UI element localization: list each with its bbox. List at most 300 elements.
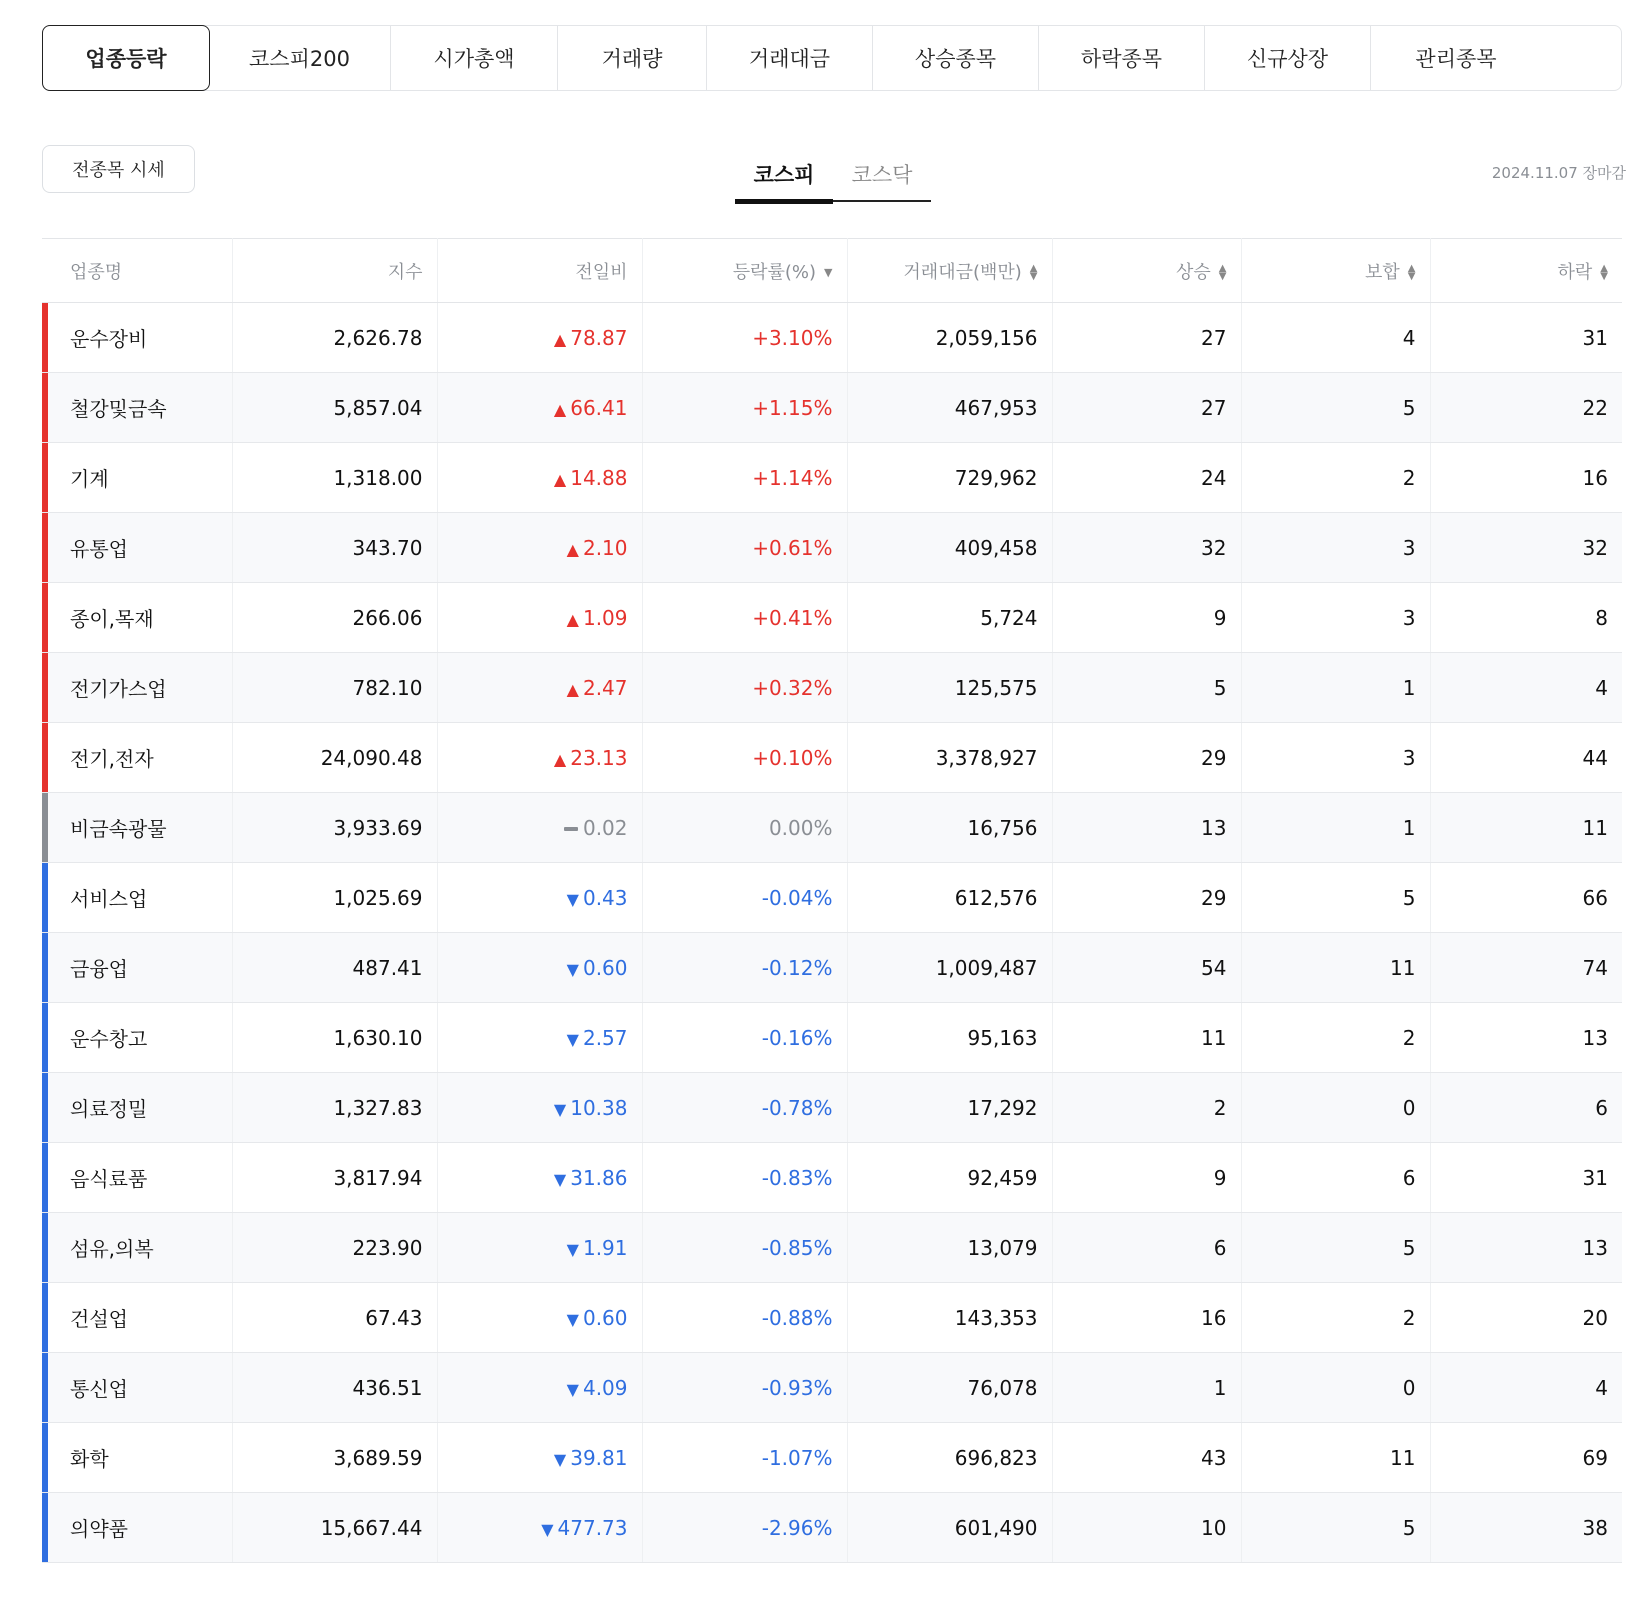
- change-cell: [437, 583, 642, 653]
- unchanged-count-cell-value: 3: [1402, 745, 1416, 770]
- rising-count-cell: [1052, 1353, 1241, 1423]
- sector-name-cell[interactable]: [42, 303, 232, 373]
- unchanged-count-cell-value: 3: [1402, 605, 1416, 630]
- index-cell-value: 782.10: [352, 675, 423, 700]
- unchanged-count-cell-value: 11: [1390, 955, 1416, 980]
- table-row[interactable]: [42, 1143, 1622, 1213]
- change-value: 31.86: [570, 1165, 628, 1190]
- table-row[interactable]: [42, 513, 1622, 583]
- header-change: [437, 239, 642, 303]
- tab-new-listings[interactable]: 신규상장: [1205, 26, 1371, 90]
- change-cell: [437, 723, 642, 793]
- index-cell-value: 3,817.94: [333, 1165, 423, 1190]
- rising-count-cell-value: 10: [1201, 1515, 1227, 1540]
- table-row[interactable]: [42, 723, 1622, 793]
- index-cell-value: 487.41: [352, 955, 423, 980]
- direction-indicator-bar: [42, 723, 48, 792]
- unchanged-count-cell-value: 2: [1402, 465, 1416, 490]
- tab-managed-stocks[interactable]: 관리종목: [1415, 47, 1497, 71]
- falling-count-cell: [1430, 793, 1622, 863]
- rising-count-cell: [1052, 373, 1241, 443]
- falling-count-cell-value: 69: [1582, 1445, 1608, 1470]
- header-change-rate[interactable]: [642, 239, 847, 303]
- unchanged-count-cell: [1241, 863, 1430, 933]
- change-value: 0.60: [582, 955, 628, 980]
- index-cell: [232, 583, 437, 653]
- change-cell: [437, 863, 642, 933]
- triangle-down-icon: ▼: [566, 1239, 579, 1259]
- unchanged-count-cell: [1241, 583, 1430, 653]
- rising-count-cell: [1052, 793, 1241, 863]
- change-rate-cell-value: -0.88%: [761, 1305, 833, 1330]
- header-label: 거래대금(백만): [903, 261, 1022, 283]
- direction-indicator-bar: [42, 1073, 48, 1142]
- direction-indicator-bar: [42, 653, 48, 722]
- unchanged-count-cell-value: 2: [1402, 1025, 1416, 1050]
- rising-count-cell-value: 2: [1213, 1095, 1227, 1120]
- unchanged-count-cell-value: 5: [1402, 1235, 1416, 1260]
- tab-kospi[interactable]: 코스피: [735, 148, 833, 200]
- trading-value-cell: [847, 1073, 1052, 1143]
- sector-name-cell[interactable]: [42, 583, 232, 653]
- header-label: 상승: [1176, 261, 1211, 283]
- trading-value-cell-value: 612,576: [954, 885, 1038, 910]
- table-row[interactable]: [42, 443, 1622, 513]
- rising-count-cell: [1052, 933, 1241, 1003]
- unchanged-count-cell-value: 1: [1402, 815, 1416, 840]
- sector-name-cell[interactable]: [42, 793, 232, 863]
- unchanged-count-cell: [1241, 513, 1430, 583]
- change-rate-cell: [642, 1143, 847, 1213]
- tab-kosdaq[interactable]: 코스닥: [851, 163, 913, 187]
- table-row[interactable]: [42, 933, 1622, 1003]
- falling-count-cell: [1430, 513, 1622, 583]
- direction-indicator-bar: [42, 933, 48, 1002]
- sector-name-cell[interactable]: [42, 1423, 232, 1493]
- trading-value-cell: [847, 443, 1052, 513]
- change-cell: [437, 513, 642, 583]
- trading-value-cell: [847, 1003, 1052, 1073]
- sector-name[interactable]: 전기가스업: [70, 677, 167, 701]
- unchanged-count-cell: [1241, 1073, 1430, 1143]
- direction-indicator-bar: [42, 1353, 48, 1422]
- falling-count-cell-value: 11: [1582, 815, 1608, 840]
- change-value: 14.88: [570, 465, 628, 490]
- sort-icon[interactable]: ▲ ▼: [1407, 262, 1416, 282]
- change-rate-cell-value: -2.96%: [761, 1515, 833, 1540]
- tab-trading-value[interactable]: 거래대금: [707, 26, 873, 90]
- unchanged-count-cell: [1241, 933, 1430, 1003]
- unchanged-count-cell-value: 0: [1402, 1095, 1416, 1120]
- change-rate-cell: [642, 513, 847, 583]
- triangle-up-icon: ▲: [553, 329, 567, 349]
- trading-value-cell-value: 2,059,156: [935, 325, 1038, 350]
- falling-count-cell: [1430, 373, 1622, 443]
- falling-count-cell-value: 4: [1595, 675, 1608, 700]
- index-cell-value: 436.51: [352, 1375, 423, 1400]
- table-row[interactable]: [42, 863, 1622, 933]
- table-row[interactable]: [42, 1493, 1622, 1563]
- change-rate-cell-value: -0.04%: [761, 885, 833, 910]
- index-cell-value: 3,689.59: [333, 1445, 423, 1470]
- sector-name-cell[interactable]: [42, 443, 232, 513]
- unchanged-count-cell-value: 5: [1402, 885, 1416, 910]
- sort-desc-icon[interactable]: ▼: [824, 266, 833, 279]
- change-rate-cell: [642, 373, 847, 443]
- all-stocks-button[interactable]: 전종목 시세: [42, 145, 195, 193]
- triangle-down-icon: ▼: [566, 959, 579, 979]
- index-cell: [232, 723, 437, 793]
- trading-value-cell: [847, 1353, 1052, 1423]
- falling-count-cell-value: 13: [1582, 1025, 1608, 1050]
- change-cell: [437, 303, 642, 373]
- change-value: 0.02: [582, 815, 628, 840]
- index-cell: [232, 1493, 437, 1563]
- sector-name-cell[interactable]: [42, 1003, 232, 1073]
- unchanged-count-cell-value: 3: [1402, 535, 1416, 560]
- sector-name[interactable]: 금융업: [70, 957, 128, 981]
- falling-count-cell-value: 22: [1582, 395, 1608, 420]
- trading-value-cell-value: 95,163: [967, 1025, 1038, 1050]
- trading-value-cell: [847, 653, 1052, 723]
- rising-count-cell-value: 54: [1201, 955, 1227, 980]
- sector-name-cell[interactable]: [42, 1283, 232, 1353]
- change-cell: [437, 443, 642, 513]
- rising-count-cell-value: 27: [1201, 325, 1227, 350]
- trading-value-cell: [847, 1283, 1052, 1353]
- falling-count-cell: [1430, 653, 1622, 723]
- rising-count-cell: [1052, 863, 1241, 933]
- falling-count-cell: [1430, 1143, 1622, 1213]
- rising-count-cell-value: 11: [1201, 1025, 1227, 1050]
- direction-indicator-bar: [42, 583, 48, 652]
- rising-count-cell: [1052, 723, 1241, 793]
- header-unchanged[interactable]: [1241, 239, 1430, 303]
- change-rate-cell: [642, 1073, 847, 1143]
- sector-name[interactable]: 의료정밀: [70, 1097, 148, 1121]
- change-rate-cell: [642, 1353, 847, 1423]
- index-cell-value: 223.90: [352, 1235, 423, 1260]
- sector-name-cell[interactable]: [42, 863, 232, 933]
- change-cell: [437, 1283, 642, 1353]
- rising-count-cell: [1052, 1073, 1241, 1143]
- category-tabs: [42, 25, 1622, 91]
- falling-count-cell-value: 8: [1595, 605, 1608, 630]
- triangle-up-icon: ▲: [553, 749, 567, 769]
- change-value: 0.60: [582, 1305, 628, 1330]
- unchanged-count-cell-value: 5: [1402, 395, 1416, 420]
- trading-value-cell-value: 5,724: [980, 605, 1038, 630]
- sector-name[interactable]: 기계: [70, 467, 109, 491]
- table-row[interactable]: [42, 303, 1622, 373]
- table-row[interactable]: [42, 373, 1622, 443]
- trading-value-cell-value: 125,575: [954, 675, 1038, 700]
- index-cell: [232, 1353, 437, 1423]
- tab-rising-stocks[interactable]: 상승종목: [873, 26, 1039, 90]
- change-value: 23.13: [570, 745, 628, 770]
- sector-name[interactable]: 섬유,의복: [70, 1237, 154, 1261]
- change-cell: [437, 1213, 642, 1283]
- trading-value-cell-value: 601,490: [954, 1515, 1038, 1540]
- sector-name-cell[interactable]: [42, 1143, 232, 1213]
- market-close-date: 2024.11.07 장마감: [1491, 164, 1626, 182]
- sector-table: [42, 238, 1622, 1563]
- change-rate-cell-value: -0.93%: [761, 1375, 833, 1400]
- change-rate-cell-value: +1.15%: [752, 395, 833, 420]
- table-row[interactable]: [42, 1423, 1622, 1493]
- trading-value-cell: [847, 933, 1052, 1003]
- index-cell: [232, 1003, 437, 1073]
- unchanged-icon: [564, 827, 578, 831]
- rising-count-cell-value: 9: [1213, 605, 1227, 630]
- change-value: 78.87: [570, 325, 628, 350]
- trading-value-cell-value: 729,962: [954, 465, 1038, 490]
- rising-count-cell: [1052, 1423, 1241, 1493]
- change-rate-cell-value: -1.07%: [761, 1445, 833, 1470]
- trading-value-cell: [847, 513, 1052, 583]
- direction-indicator-bar: [42, 513, 48, 582]
- falling-count-cell: [1430, 443, 1622, 513]
- rising-count-cell-value: 24: [1201, 465, 1227, 490]
- header-sector-name: [42, 239, 232, 303]
- change-rate-cell: [642, 653, 847, 723]
- rising-count-cell-value: 13: [1201, 815, 1227, 840]
- sector-name[interactable]: 화학: [70, 1447, 109, 1471]
- falling-count-cell-value: 16: [1582, 465, 1608, 490]
- index-cell-value: 1,025.69: [333, 885, 423, 910]
- index-cell-value: 24,090.48: [320, 745, 423, 770]
- sector-name[interactable]: 통신업: [70, 1377, 128, 1401]
- direction-indicator-bar: [42, 443, 48, 512]
- change-cell: [437, 1423, 642, 1493]
- index-cell-value: 266.06: [352, 605, 423, 630]
- header-trading-value[interactable]: [847, 239, 1052, 303]
- header-label: 전일비: [575, 261, 628, 283]
- sector-name[interactable]: 서비스업: [70, 887, 148, 911]
- falling-count-cell-value: 20: [1582, 1305, 1608, 1330]
- unchanged-count-cell: [1241, 303, 1430, 373]
- sector-name-cell[interactable]: [42, 723, 232, 793]
- index-cell: [232, 933, 437, 1003]
- change-value: 2.47: [582, 675, 628, 700]
- sector-name[interactable]: 전기,전자: [70, 747, 154, 771]
- sector-name-cell[interactable]: [42, 1213, 232, 1283]
- change-rate-cell: [642, 443, 847, 513]
- sector-name[interactable]: 종이,목재: [70, 607, 154, 631]
- unchanged-count-cell: [1241, 653, 1430, 723]
- change-value: 4.09: [582, 1375, 628, 1400]
- rising-count-cell: [1052, 1213, 1241, 1283]
- rising-count-cell-value: 27: [1201, 395, 1227, 420]
- falling-count-cell-value: 66: [1582, 885, 1608, 910]
- direction-indicator-bar: [42, 1143, 48, 1212]
- falling-count-cell-value: 74: [1582, 955, 1608, 980]
- sector-name-cell[interactable]: [42, 373, 232, 443]
- rising-count-cell: [1052, 583, 1241, 653]
- change-rate-cell: [642, 1423, 847, 1493]
- header-label: 업종명: [70, 261, 123, 283]
- change-rate-cell-value: 0.00%: [768, 815, 833, 840]
- table-row[interactable]: [42, 1073, 1622, 1143]
- index-cell-value: 1,630.10: [333, 1025, 423, 1050]
- trading-value-cell-value: 143,353: [954, 1305, 1038, 1330]
- change-cell: [437, 1143, 642, 1213]
- table-row[interactable]: [42, 1283, 1622, 1353]
- direction-indicator-bar: [42, 1423, 48, 1492]
- change-value: 66.41: [570, 395, 628, 420]
- unchanged-count-cell: [1241, 373, 1430, 443]
- change-rate-cell-value: +0.32%: [752, 675, 833, 700]
- index-cell-value: 5,857.04: [333, 395, 423, 420]
- change-rate-cell-value: +0.61%: [752, 535, 833, 560]
- falling-count-cell: [1430, 1493, 1622, 1563]
- sector-name[interactable]: 비금속광물: [70, 817, 167, 841]
- trading-value-cell: [847, 303, 1052, 373]
- header-falling[interactable]: [1430, 239, 1622, 303]
- unchanged-count-cell-value: 6: [1402, 1165, 1416, 1190]
- sector-name-cell[interactable]: [42, 513, 232, 583]
- table-row[interactable]: [42, 1003, 1622, 1073]
- sector-name-cell[interactable]: [42, 1353, 232, 1423]
- unchanged-count-cell: [1241, 1283, 1430, 1353]
- change-cell: [437, 653, 642, 723]
- rising-count-cell: [1052, 443, 1241, 513]
- tab-falling-stocks[interactable]: 하락종목: [1039, 26, 1205, 90]
- rising-count-cell: [1052, 513, 1241, 583]
- triangle-down-icon: ▼: [553, 1169, 567, 1189]
- rising-count-cell-value: 16: [1201, 1305, 1227, 1330]
- table-row[interactable]: [42, 653, 1622, 723]
- index-cell: [232, 513, 437, 583]
- sector-name[interactable]: 운수창고: [70, 1027, 148, 1051]
- change-value: 10.38: [570, 1095, 628, 1120]
- change-rate-cell: [642, 583, 847, 653]
- change-rate-cell: [642, 933, 847, 1003]
- unchanged-count-cell-value: 4: [1402, 325, 1416, 350]
- rising-count-cell-value: 5: [1213, 675, 1227, 700]
- index-cell-value: 2,626.78: [333, 325, 423, 350]
- tab-sector-change[interactable]: 업종등락: [42, 25, 210, 91]
- sector-name[interactable]: 건설업: [70, 1307, 128, 1331]
- triangle-down-icon: ▼: [566, 1379, 579, 1399]
- tab-volume[interactable]: 거래량: [558, 26, 707, 90]
- rising-count-cell-value: 9: [1213, 1165, 1227, 1190]
- falling-count-cell-value: 31: [1582, 325, 1608, 350]
- unchanged-count-cell-value: 1: [1402, 675, 1416, 700]
- index-cell: [232, 303, 437, 373]
- trading-value-cell: [847, 583, 1052, 653]
- change-rate-cell: [642, 1493, 847, 1563]
- index-cell-value: 1,327.83: [333, 1095, 423, 1120]
- trading-value-cell: [847, 1493, 1052, 1563]
- trading-value-cell-value: 467,953: [954, 395, 1038, 420]
- falling-count-cell-value: 6: [1595, 1095, 1608, 1120]
- sector-name-cell[interactable]: [42, 653, 232, 723]
- header-label: 하락: [1557, 261, 1593, 283]
- triangle-up-icon: ▲: [566, 609, 579, 629]
- table-row[interactable]: [42, 793, 1622, 863]
- falling-count-cell: [1430, 863, 1622, 933]
- change-value: 2.57: [582, 1025, 628, 1050]
- rising-count-cell-value: 32: [1201, 535, 1227, 560]
- sort-icon[interactable]: ▲ ▼: [1029, 262, 1038, 282]
- index-cell: [232, 653, 437, 723]
- sort-icon[interactable]: ▲ ▼: [1218, 262, 1227, 282]
- change-rate-cell-value: +3.10%: [752, 325, 833, 350]
- falling-count-cell-value: 31: [1582, 1165, 1608, 1190]
- change-rate-cell: [642, 1283, 847, 1353]
- market-tabs: [735, 148, 931, 202]
- falling-count-cell: [1430, 303, 1622, 373]
- sector-name[interactable]: 운수장비: [70, 327, 148, 351]
- rising-count-cell: [1052, 1283, 1241, 1353]
- falling-count-cell-value: 38: [1582, 1515, 1608, 1540]
- change-rate-cell-value: +0.41%: [752, 605, 833, 630]
- change-rate-cell-value: -0.16%: [761, 1025, 833, 1050]
- header-label: 등락률(%): [732, 261, 817, 283]
- trading-value-cell: [847, 863, 1052, 933]
- change-rate-cell: [642, 863, 847, 933]
- table-row[interactable]: [42, 1353, 1622, 1423]
- sector-name-cell[interactable]: [42, 1073, 232, 1143]
- trading-value-cell: [847, 723, 1052, 793]
- change-cell: [437, 1353, 642, 1423]
- trading-value-cell: [847, 373, 1052, 443]
- direction-indicator-bar: [42, 1493, 48, 1562]
- sort-icon[interactable]: ▲ ▼: [1600, 262, 1608, 282]
- trading-value-cell-value: 3,378,927: [935, 745, 1038, 770]
- table-row[interactable]: [42, 1213, 1622, 1283]
- sector-name[interactable]: 음식료품: [70, 1167, 148, 1191]
- index-cell: [232, 793, 437, 863]
- change-value: 1.91: [582, 1235, 628, 1260]
- index-cell-value: 3,933.69: [333, 815, 423, 840]
- falling-count-cell-value: 13: [1582, 1235, 1608, 1260]
- index-cell: [232, 863, 437, 933]
- sector-name-cell[interactable]: [42, 1493, 232, 1563]
- sector-name-cell[interactable]: [42, 933, 232, 1003]
- change-value: 477.73: [557, 1515, 628, 1540]
- falling-count-cell-value: 32: [1582, 535, 1608, 560]
- sector-name[interactable]: 의약품: [70, 1517, 128, 1541]
- direction-indicator-bar: [42, 303, 48, 372]
- trading-value-cell-value: 92,459: [967, 1165, 1038, 1190]
- tab-kospi200[interactable]: 코스피200: [209, 26, 391, 90]
- falling-count-cell: [1430, 1283, 1622, 1353]
- sector-name[interactable]: 철강및금속: [70, 397, 167, 421]
- index-cell: [232, 373, 437, 443]
- sector-name[interactable]: 유통업: [70, 537, 128, 561]
- change-cell: [437, 1493, 642, 1563]
- triangle-down-icon: ▼: [541, 1519, 554, 1539]
- table-row[interactable]: [42, 583, 1622, 653]
- change-rate-cell: [642, 793, 847, 863]
- unchanged-count-cell-value: 5: [1402, 1515, 1416, 1540]
- unchanged-count-cell: [1241, 1353, 1430, 1423]
- falling-count-cell: [1430, 1003, 1622, 1073]
- rising-count-cell: [1052, 1493, 1241, 1563]
- trading-value-cell-value: 1,009,487: [935, 955, 1038, 980]
- unchanged-count-cell: [1241, 1493, 1430, 1563]
- tab-market-cap[interactable]: 시가총액: [391, 26, 558, 90]
- rising-count-cell: [1052, 653, 1241, 723]
- header-index: [232, 239, 437, 303]
- header-rising[interactable]: [1052, 239, 1241, 303]
- trading-value-cell: [847, 793, 1052, 863]
- direction-indicator-bar: [42, 1213, 48, 1282]
- direction-indicator-bar: [42, 1283, 48, 1352]
- falling-count-cell: [1430, 1423, 1622, 1493]
